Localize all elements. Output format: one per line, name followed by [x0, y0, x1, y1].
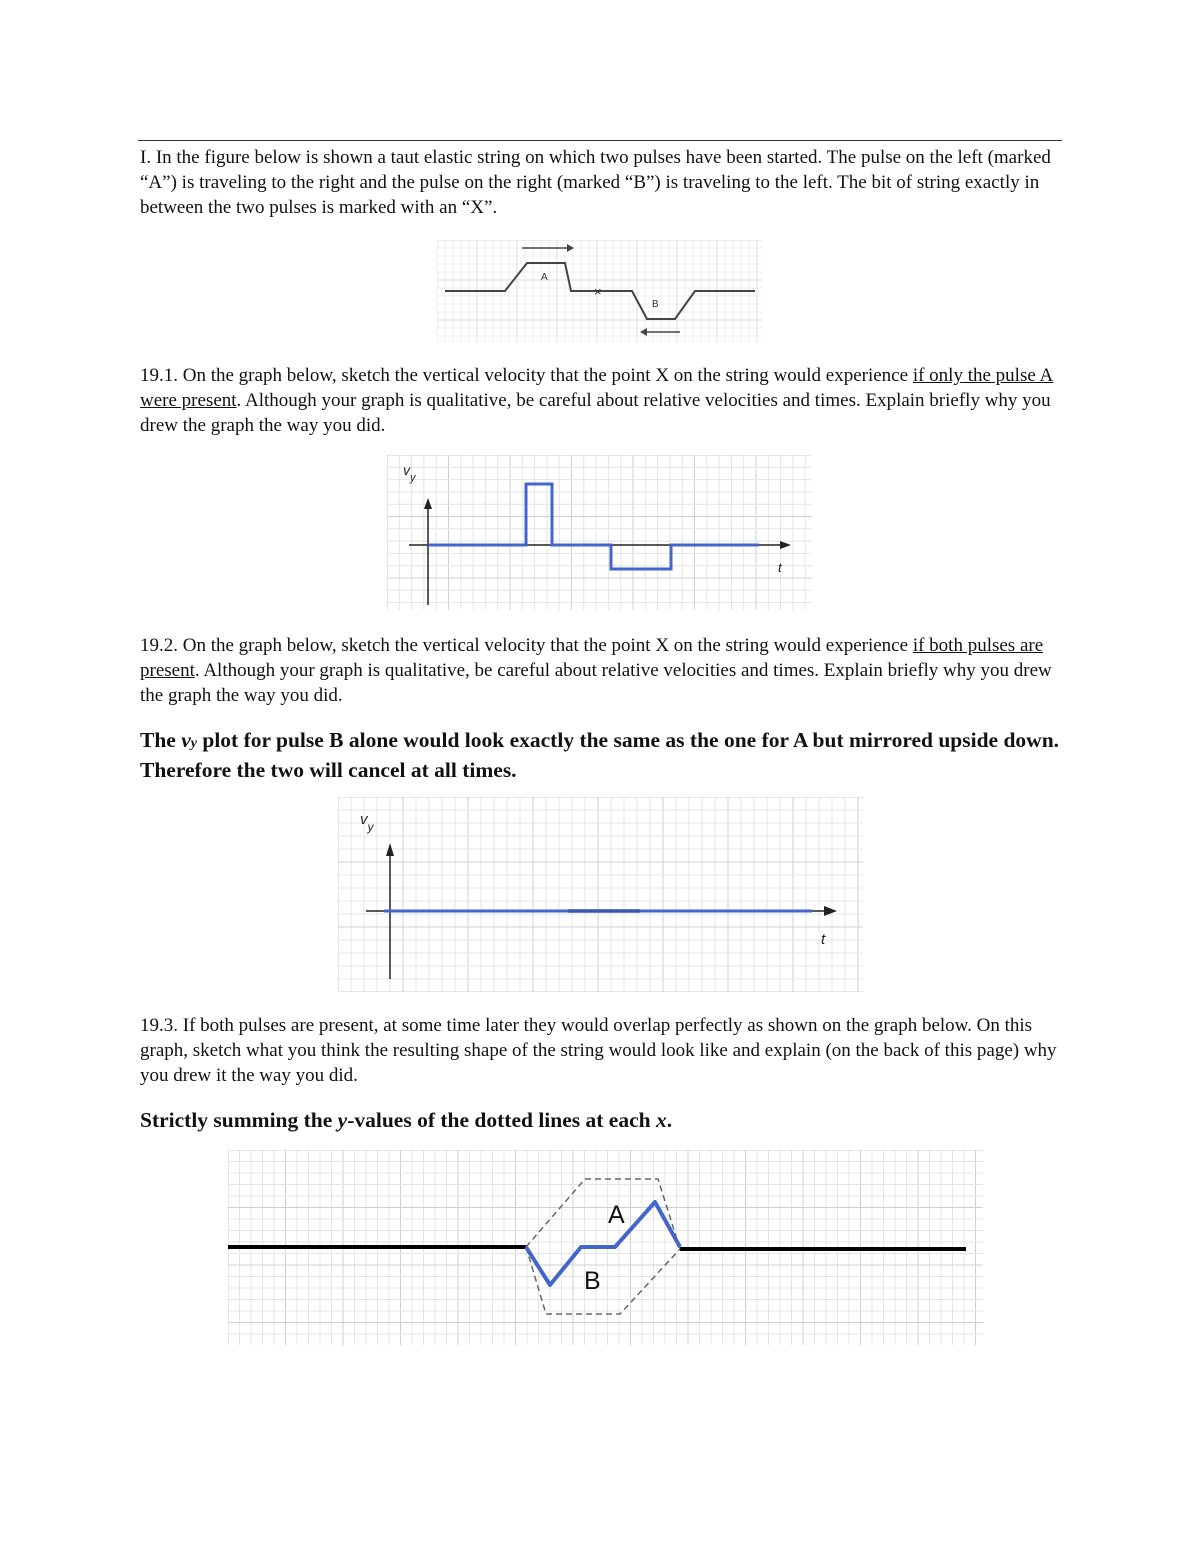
- pulse-a-dashed: [526, 1179, 680, 1249]
- q193-answer-start: Strictly summing the: [140, 1108, 338, 1132]
- q192-answer-rest: plot for pulse B alone would look exactly the same as the one for A but mirrored upside down. Therefore the two will cancel at all times.: [140, 728, 1060, 782]
- q193-label-a: A: [608, 1201, 625, 1229]
- q193-label-b: B: [584, 1267, 601, 1295]
- q192-answer-sub: y: [190, 736, 197, 751]
- q192-y-label: $v_y$: [360, 811, 374, 834]
- q192-graph: [338, 797, 863, 992]
- top-rule: [138, 140, 1062, 141]
- sum-sketch: [526, 1202, 680, 1285]
- string-pulses-figure: [437, 240, 762, 342]
- pulse-b-label: B: [652, 299, 659, 310]
- q193-answer-mid: -values of the dotted lines at each: [347, 1108, 656, 1132]
- q193-text: 19.3. If both pulses are present, at some time later they would overlap perfectly as shown on the graph below. On this graph, sketch what you think the resulting shape of the string would look like and explain (on the back of this page) why you drew it the way you did.: [140, 1015, 1057, 1086]
- q191-text-before: 19.1. On the graph below, sketch the vertical velocity that the point X on the string would experience: [140, 365, 913, 386]
- q191-underlined: if only the pulse A were present: [140, 365, 1054, 411]
- q192-text: [140, 633, 1060, 708]
- q191-text-after: . Although your graph is qualitative, be careful about relative velocities and times. Explain briefly why you drew the graph the way you did.: [140, 390, 1051, 436]
- arrow-left-head: [640, 328, 647, 336]
- pulse-a-label: A: [541, 272, 548, 283]
- q193-answer-var2: x: [655, 1108, 667, 1132]
- q191-velocity-sketch: [428, 484, 759, 569]
- q193-answer: [140, 1107, 1060, 1134]
- q192-answer-start: The: [140, 728, 182, 752]
- q191-t-label: t: [778, 560, 782, 575]
- q193-answer-var: y: [337, 1108, 348, 1132]
- q192-answer-var: v: [181, 728, 191, 752]
- point-x-marker: ×: [594, 284, 602, 299]
- q191-grid: [387, 455, 812, 610]
- q193-graph: [228, 1150, 983, 1345]
- q192-underlined: if both pulses are present: [140, 635, 1044, 681]
- q193-answer-end: .: [666, 1108, 673, 1132]
- q191-t-arrow: [780, 541, 791, 549]
- q191-y-arrow: [424, 498, 432, 509]
- q191-graph: [387, 455, 812, 610]
- q192-text-after: . Although your graph is qualitative, be careful about relative velocities and times. Explain briefly why you drew the graph the way you did.: [140, 660, 1052, 706]
- q191-y-label: $v_y$: [403, 462, 416, 484]
- problem-intro: I. In the figure below is shown a taut elastic string on which two pulses have been started. The pulse on the left (marked “A”) is traveling to the right and the pulse on the right (marked “B”) is traveling to the left. The bit of string exactly in between the two pulses is marked with an “X”.: [140, 147, 1051, 218]
- q192-grid: [338, 797, 863, 992]
- q192-answer: [140, 727, 1060, 784]
- q191-text: [140, 363, 1060, 438]
- q192-t-label: t: [821, 931, 826, 948]
- q192-text-before: 19.2. On the graph below, sketch the vertical velocity that the point X on the string would experience: [140, 635, 913, 656]
